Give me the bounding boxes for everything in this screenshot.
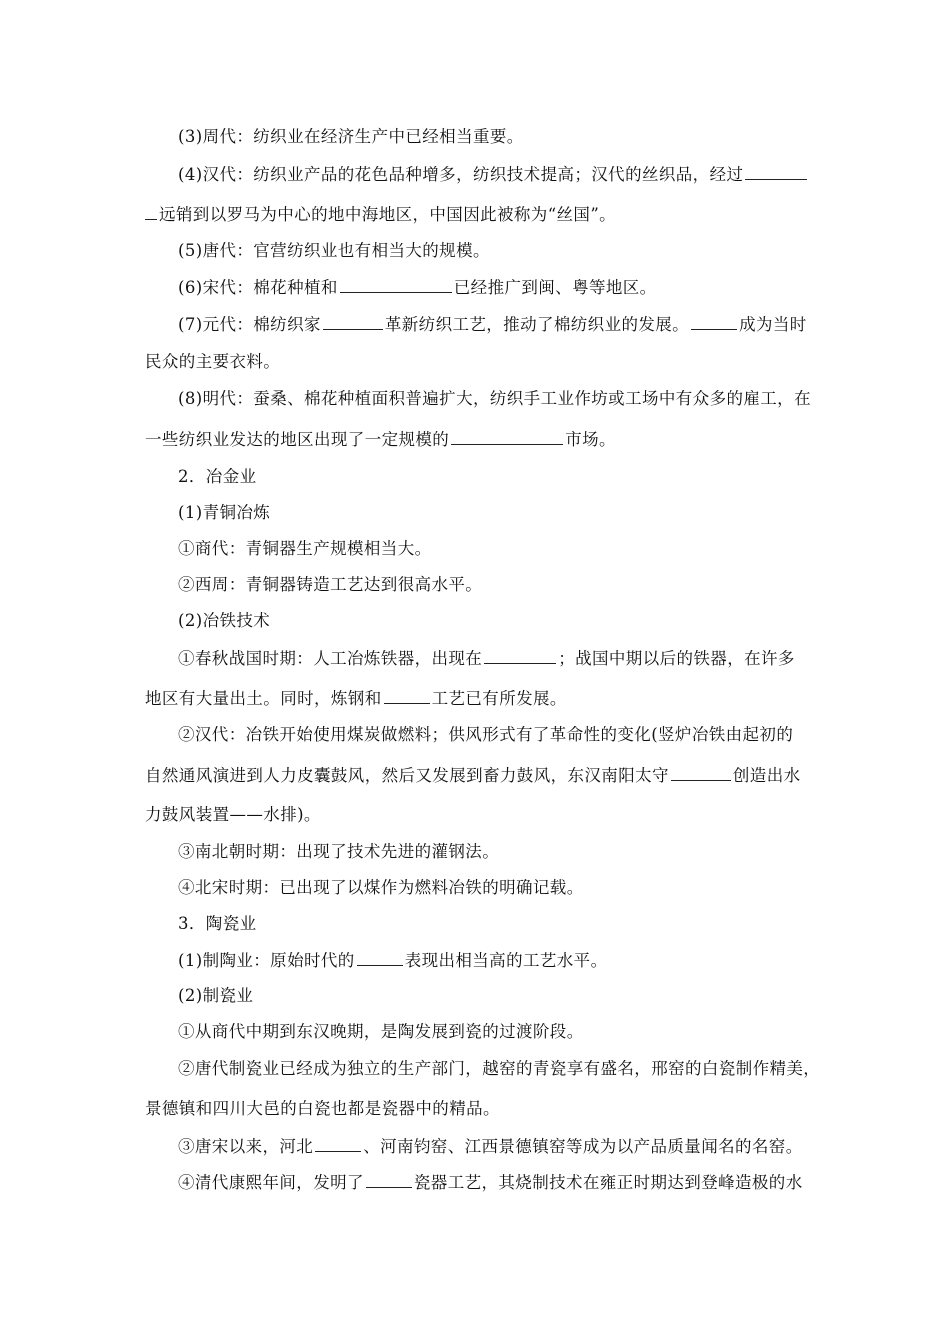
text: 2．冶金业 xyxy=(178,467,257,486)
fill-blank xyxy=(315,1136,361,1152)
text: 已经推广到闽、粤等地区。 xyxy=(453,278,657,297)
text-line xyxy=(178,842,499,862)
text-line xyxy=(178,878,584,898)
text: 力鼓风装置——水排)。 xyxy=(145,805,321,824)
text-line xyxy=(178,164,809,185)
text-line xyxy=(145,429,616,450)
text: (8)明代：蚕桑、棉花种植面积普遍扩大，纺织手工业作坊或工场中有众多的雇工，在 xyxy=(178,389,811,408)
text: ①春秋战国时期：人工冶炼铁器，出现在 xyxy=(178,649,483,668)
text: (4)汉代：纺织业产品的花色品种增多，纺织技术提高；汉代的丝织品，经过 xyxy=(178,165,744,184)
text-line xyxy=(178,575,482,595)
text-line xyxy=(145,805,321,825)
text-line xyxy=(178,950,608,971)
fill-blank xyxy=(384,688,430,704)
section-heading xyxy=(178,467,257,487)
text-line xyxy=(178,1059,820,1079)
text: (3)周代：纺织业在经济生产中已经相当重要。 xyxy=(178,127,524,146)
text: 成为当时 xyxy=(739,315,807,334)
text: 3．陶瓷业 xyxy=(178,914,257,933)
text: ④北宋时期：已出现了以煤作为燃料冶铁的明确记载。 xyxy=(178,878,584,897)
text-line xyxy=(178,127,524,147)
text: 瓷器工艺，其烧制技术在雍正时期达到登峰造极的水 xyxy=(413,1173,803,1192)
text-line xyxy=(178,503,270,523)
text: ②汉代：冶铁开始使用煤炭做燃料；供风形式有了革命性的变化(竖炉冶铁由起初的 xyxy=(178,725,794,744)
text-line xyxy=(145,765,801,786)
text-line xyxy=(145,204,616,225)
text: (7)元代：棉纺织家 xyxy=(178,315,321,334)
fill-blank xyxy=(691,314,737,330)
text: 景德镇和四川大邑的白瓷也都是瓷器中的精品。 xyxy=(145,1099,500,1118)
text: (2)冶铁技术 xyxy=(178,611,271,630)
text: (6)宋代：棉花种植和 xyxy=(178,278,338,297)
fill-blank xyxy=(484,648,556,664)
text: ①从商代中期到东汉晚期，是陶发展到瓷的过渡阶段。 xyxy=(178,1022,584,1041)
fill-blank xyxy=(357,950,403,966)
text-line xyxy=(178,389,811,409)
fill-blank xyxy=(145,204,157,220)
text: 市场。 xyxy=(565,430,616,449)
text: 自然通风演进到人力皮囊鼓风，然后又发展到畜力鼓风，东汉南阳太守 xyxy=(145,766,669,785)
text-line xyxy=(178,1136,803,1157)
text-line xyxy=(178,648,795,669)
fill-blank xyxy=(451,429,563,445)
text-line xyxy=(145,352,280,372)
text: 创造出水 xyxy=(732,766,801,785)
text: ④清代康熙年间，发明了 xyxy=(178,1173,364,1192)
text: ②唐代制瓷业已经成为独立的生产部门，越窑的青瓷享有盛名，邢窑的白瓷制作精美， xyxy=(178,1059,821,1078)
text: 表现出相当高的工艺水平。 xyxy=(404,951,608,970)
text-line xyxy=(178,1022,584,1042)
text: (5)唐代：官营纺织业也有相当大的规模。 xyxy=(178,241,490,260)
text: 远销到以罗马为中心的地中海地区，中国因此被称为“丝国”。 xyxy=(159,205,617,224)
text-line xyxy=(145,688,567,709)
text: 工艺已有所发展。 xyxy=(431,689,567,708)
text: 革新纺织工艺，推动了棉纺织业的发展。 xyxy=(384,315,690,334)
text: (2)制瓷业 xyxy=(178,986,254,1005)
text-line xyxy=(178,725,793,745)
text: 、河南钧窑、江西景德镇窑等成为以产品质量闻名的名窑。 xyxy=(363,1137,803,1156)
text: 民众的主要衣料。 xyxy=(145,352,281,371)
text: ③唐宋以来，河北 xyxy=(178,1137,314,1156)
text: (1)制陶业：原始时代的 xyxy=(178,951,355,970)
text-line xyxy=(145,1099,500,1119)
text: ②西周：青铜器铸造工艺达到很高水平。 xyxy=(178,575,483,594)
section-heading xyxy=(178,914,257,934)
text: ①商代：青铜器生产规模相当大。 xyxy=(178,539,432,558)
text: 一些纺织业发达的地区出现了一定规模的 xyxy=(145,430,450,449)
fill-blank xyxy=(671,765,731,781)
text-line xyxy=(178,277,657,298)
text: 地区有大量出土。同时，炼钢和 xyxy=(145,689,382,708)
text: ③南北朝时期：出现了技术先进的灌钢法。 xyxy=(178,842,500,861)
text: ；战国中期以后的铁器，在许多 xyxy=(558,649,795,668)
fill-blank xyxy=(323,314,383,330)
text: (1)青铜冶炼 xyxy=(178,503,271,522)
fill-blank xyxy=(340,277,452,293)
text-line xyxy=(178,539,432,559)
text-line xyxy=(178,986,253,1006)
text-line xyxy=(178,241,490,261)
fill-blank xyxy=(745,164,807,180)
text-line xyxy=(178,1172,803,1193)
text-line xyxy=(178,611,270,631)
text-line xyxy=(178,314,807,335)
fill-blank xyxy=(366,1172,412,1188)
